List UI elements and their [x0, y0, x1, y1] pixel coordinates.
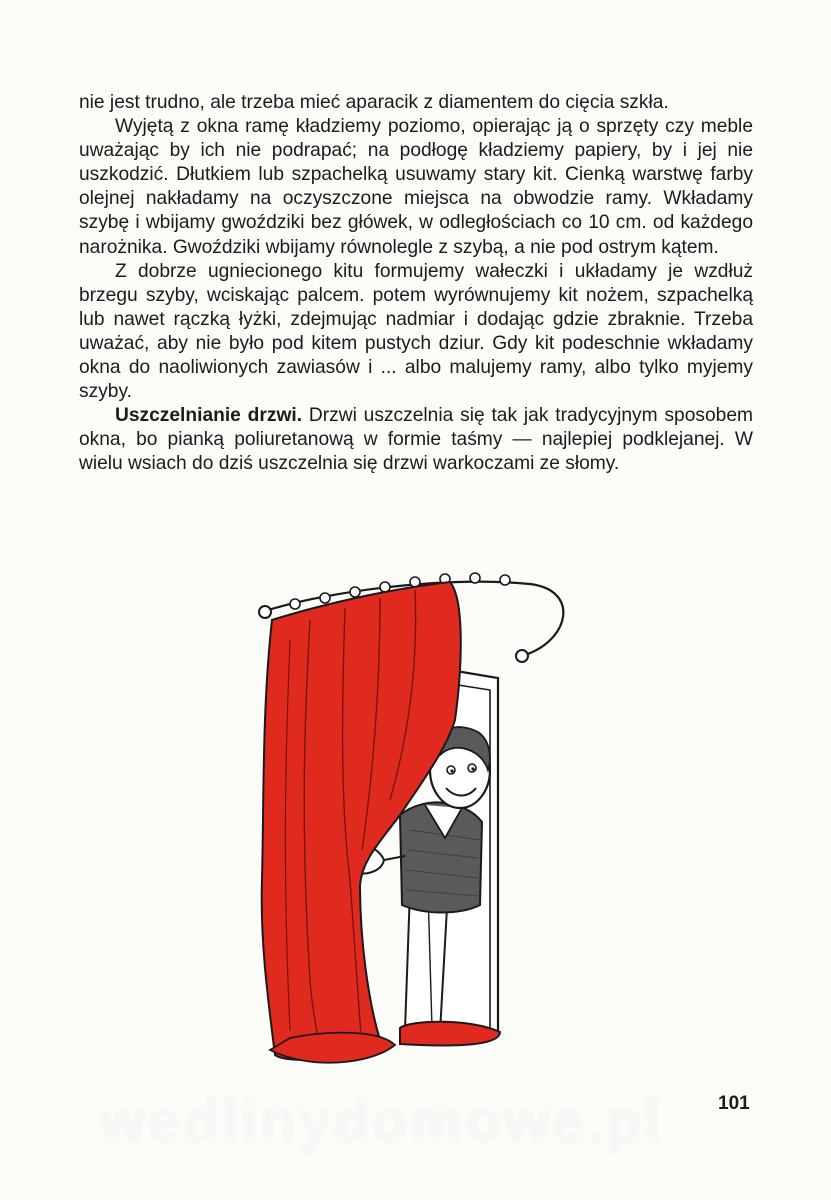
paragraph-3	[79, 260, 753, 405]
paragraph-4	[79, 404, 753, 476]
paragraph-1-text: nie jest trudno, ale trzeba mieć aparacik z diamentem do cięcia szkła.	[79, 92, 669, 113]
page-number: 101	[718, 1093, 750, 1114]
paragraph-4-text: Drzwi uszczelnia się tak jak tradycyjnym sposobem okna, bo pianką poliuretanową w formie taśmy — najlepiej podklejanej. W wielu wsiach do dziś uszczelnia się drzwi warkoczami ze słomy.	[79, 405, 753, 475]
paragraph-2	[79, 115, 753, 260]
section-heading-run: Uszczelnianie drzwi.	[115, 405, 303, 427]
body-text	[79, 91, 753, 477]
paragraph-2-text: Wyjętą z okna ramę kładziemy poziomo, opierając ją o sprzęty czy meble uważając by ich nie podrapać; na podłogę kładziemy papiery, by i jej nie uszkodzić. Dłutkiem lub szpachelką usuwamy stary kit. Cienką warstwę farby olejnej nakładamy na oczyszczone miejsca na obwodzie ramy. Wkładamy szybę i wbijamy gwoździki bez główek, w odległościach co 10 cm. od każdego narożnika. Gwoździki wbijamy równolegle z szybą, a nie pod ostrym kątem.	[79, 116, 753, 258]
paragraph-3-text: Z dobrze ugniecionego kitu formujemy wałeczki i układamy je wzdłuż brzegu szyby, wciskając palcem. potem wyrównujemy kit nożem, szpachelką lub nawet rączką łyżki, zdejmując nadmiar i dodając gdzie zbraknie. Trzeba uważać, aby nie było pod kitem pustych dziur. Gdy kit podeschnie wkładamy okna do naoliwionych zawiasów i ... albo malujemy ramy, albo tylko myjemy szyby.	[79, 260, 753, 403]
watermark: wedlinydomowe.pl	[100, 1089, 664, 1154]
curtain-illustration	[250, 560, 580, 1080]
paragraph-1	[79, 91, 753, 115]
